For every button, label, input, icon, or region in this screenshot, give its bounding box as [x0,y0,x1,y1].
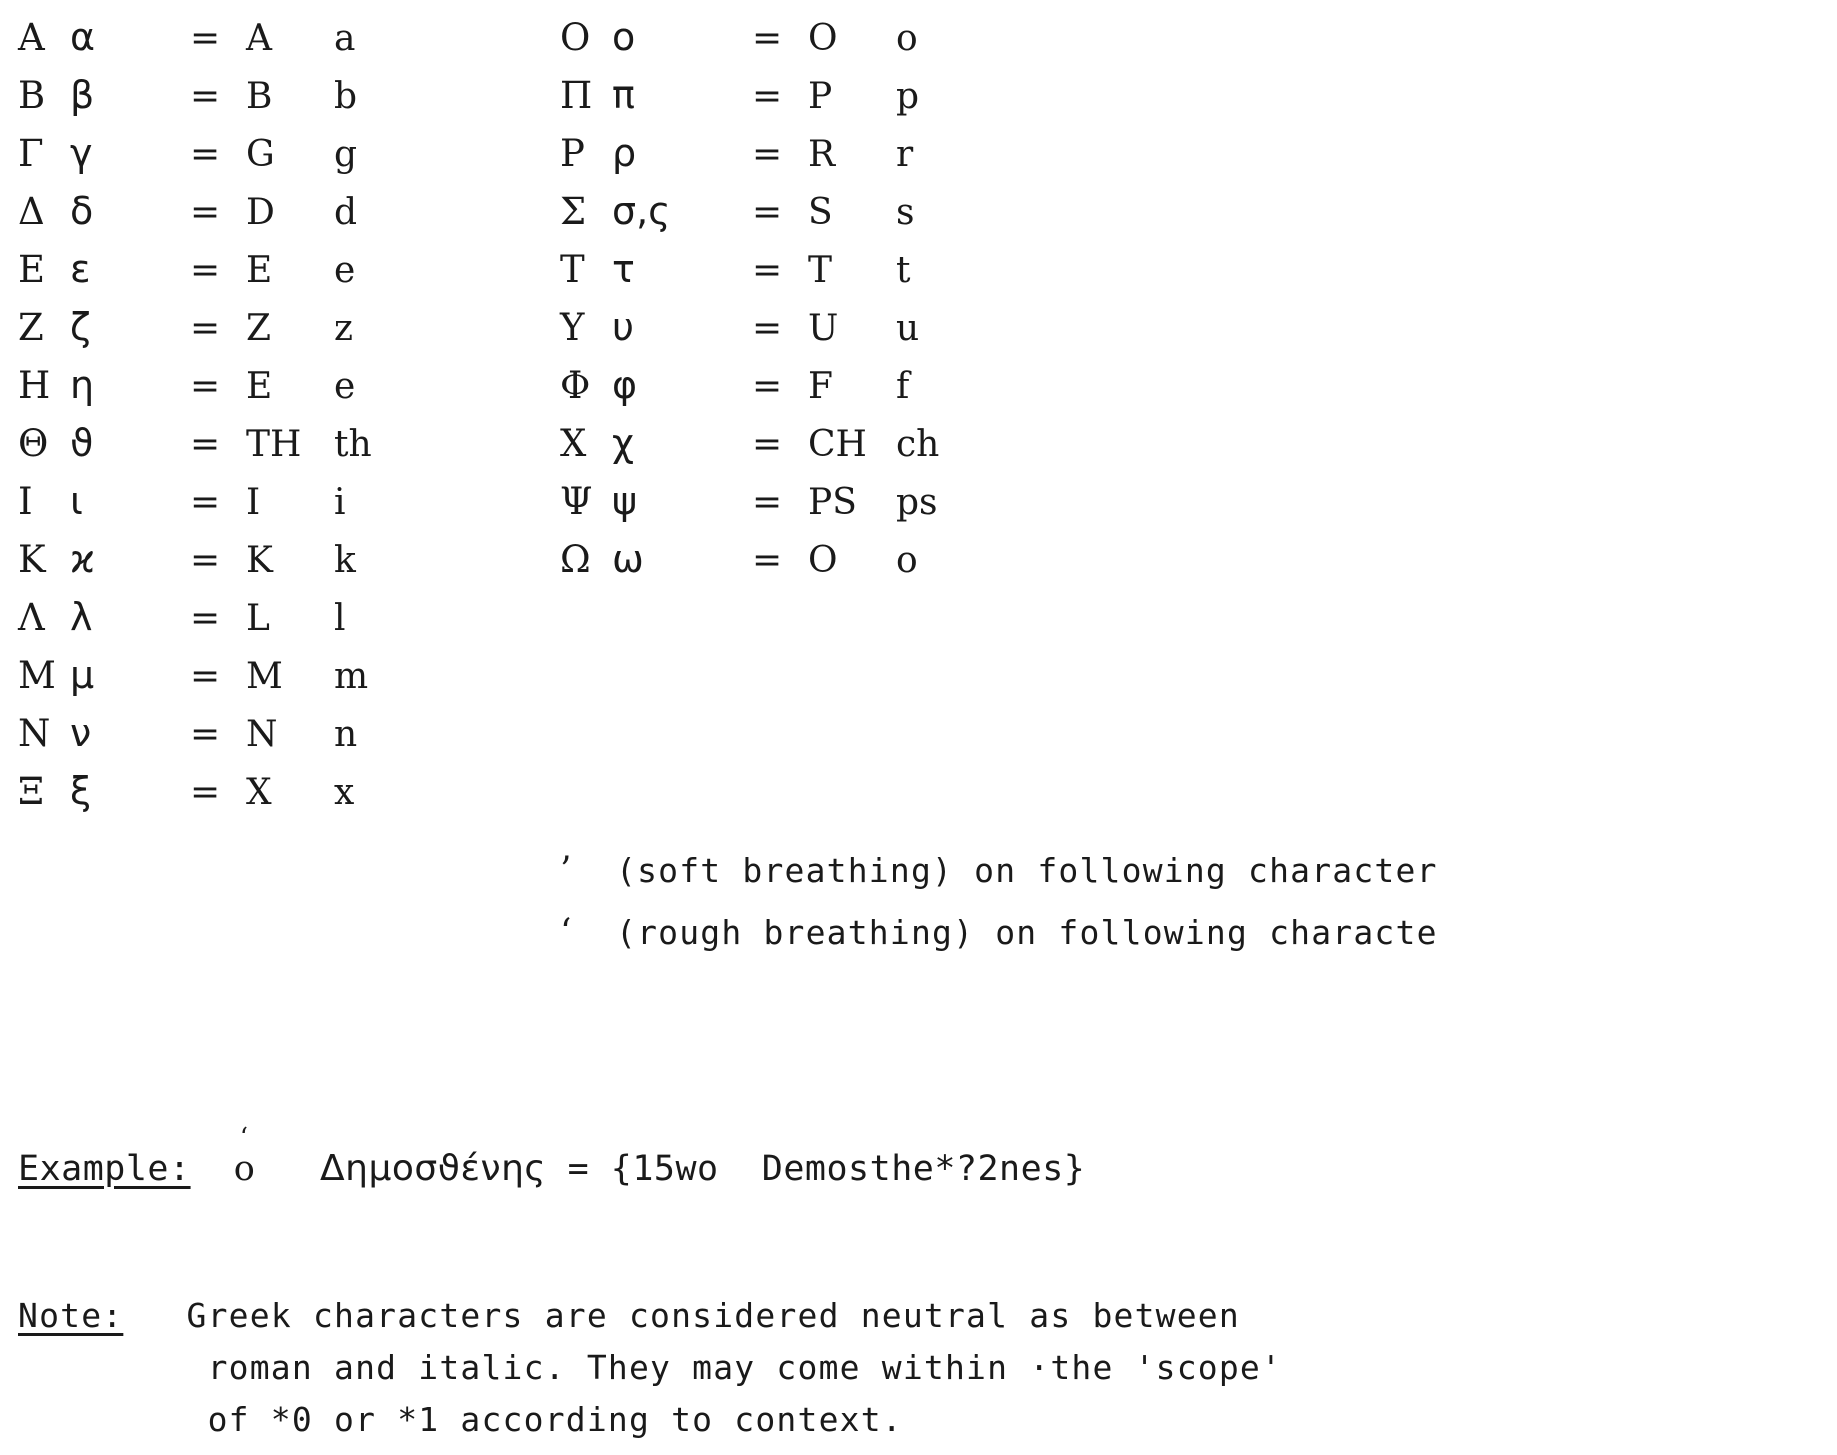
greek-lowercase: ν [70,711,92,755]
greek-lowercase: ϑ [70,421,94,465]
roman-capital: U [808,308,839,349]
roman-capital: CH [808,424,867,465]
roman-capital: D [246,192,275,233]
greek-lowercase: χ [612,421,634,465]
table-row [18,704,372,762]
table-row [560,182,939,240]
breathing-note-rough [560,902,1830,964]
note-label: Note: [18,1296,124,1335]
greek-capital: Ρ [560,132,585,175]
greek-lowercase: ο [612,15,636,59]
roman-lowercase: l [334,598,346,639]
table-row [560,472,939,530]
equals-sign: = [190,482,221,523]
table-row [18,66,372,124]
greek-lowercase: ω [612,537,644,581]
roman-lowercase: t [896,250,911,291]
soft-breathing-icon: ’ [560,850,573,891]
table-row [18,646,372,704]
note-first-line [18,1290,1818,1342]
greek-capital: Φ [560,364,591,407]
table-row [18,472,372,530]
note-indent-2 [18,1348,208,1387]
table-column-left [18,8,372,820]
table-row [560,530,939,588]
equals-sign: = [752,482,783,523]
table-row [18,762,372,820]
breathing-note-soft [560,840,1830,902]
roman-capital: O [808,540,838,581]
greek-capital: Ψ [560,480,593,523]
greek-capital: Α [18,16,45,59]
equals-sign: = [752,424,783,465]
equals-sign: = [190,540,221,581]
equals-sign: = [190,308,221,349]
roman-capital: L [246,598,270,639]
roman-capital: X [246,772,272,813]
example-equals: = [567,1149,590,1189]
roman-capital: R [808,134,836,175]
note-text-line-2: roman and italic. They may come within ·the 'scope' [207,1348,1283,1387]
roman-capital: Z [246,308,272,349]
table-row [560,8,939,66]
greek-capital: Η [18,364,51,407]
greek-capital: Λ [18,596,45,639]
greek-lowercase: φ [612,363,638,407]
greek-capital: Ε [18,248,46,291]
greek-capital: Μ [18,654,56,697]
rough-breathing-text: (rough breathing) on following characte [616,913,1438,952]
example-coded: {15wo Demosthe*?2nes} [610,1149,1086,1189]
greek-capital: Ι [18,480,33,523]
equals-sign: = [752,18,783,59]
table-row [18,8,372,66]
example-article [233,1123,256,1189]
roman-capital: S [808,192,833,233]
roman-lowercase: n [334,714,358,755]
table-row [560,298,939,356]
roman-capital: I [246,482,261,523]
roman-capital: M [246,656,283,697]
greek-capital: Κ [18,538,46,581]
greek-lowercase: μ [70,653,95,697]
roman-lowercase: a [334,18,356,59]
equals-sign: = [752,540,783,581]
table-row [18,588,372,646]
roman-lowercase: i [334,482,346,523]
greek-capital: Ζ [18,306,44,349]
equals-sign: = [190,598,221,639]
greek-capital: Τ [560,248,585,291]
table-row [18,414,372,472]
roman-lowercase: u [896,308,920,349]
greek-lowercase: ψ [612,479,638,523]
greek-lowercase: π [612,73,635,117]
greek-lowercase: ε [70,247,91,291]
roman-lowercase: ps [896,482,938,523]
table-row [18,124,372,182]
roman-capital: N [246,714,278,755]
roman-capital: P [808,76,833,117]
table-row [18,240,372,298]
roman-lowercase: d [334,192,358,233]
roman-capital: E [246,366,273,407]
greek-lowercase: ρ [612,131,637,175]
rough-breathing-icon: ‘ [560,912,573,953]
table-row [18,530,372,588]
example-article-letter: ο [233,1149,256,1189]
soft-breathing-text: (soft breathing) on following character [616,851,1438,890]
equals-sign: = [190,366,221,407]
greek-capital: Θ [18,422,49,465]
greek-capital: Ξ [18,770,45,813]
greek-capital: X [560,422,587,465]
note-block [18,1290,1818,1446]
roman-capital: A [246,18,272,59]
equals-sign: = [190,772,221,813]
equals-sign: = [190,18,221,59]
table-row [560,414,939,472]
roman-capital: G [246,134,275,175]
greek-lowercase: η [70,363,95,407]
equals-sign: = [190,192,221,233]
note-spacer [123,1296,186,1335]
table-row [560,66,939,124]
table-row [18,182,372,240]
example-label: Example: [18,1149,191,1189]
greek-capital: Ο [560,16,591,59]
roman-lowercase: ch [896,424,940,465]
greek-lowercase: β [70,73,95,117]
note-text-line-3: of *0 or *1 according to context. [207,1400,903,1439]
greek-capital: Π [560,74,593,117]
equals-sign: = [752,134,783,175]
roman-lowercase: f [896,366,910,407]
roman-capital: F [808,366,833,407]
greek-lowercase: λ [70,595,93,639]
greek-lowercase: ξ [70,769,92,813]
roman-lowercase: k [334,540,356,581]
roman-lowercase: x [334,772,355,813]
example-spacer-3 [546,1149,568,1189]
roman-lowercase: o [896,18,918,59]
note-text-line-1: Greek characters are considered neutral as between [186,1296,1240,1335]
example-spacer-4 [589,1149,611,1189]
greek-lowercase: α [70,15,96,59]
table-row [560,356,939,414]
roman-capital: PS [808,482,857,523]
equals-sign: = [190,76,221,117]
greek-lowercase: τ [612,247,635,291]
breathing-marks-notes [560,840,1830,964]
example-spacer-1 [191,1149,234,1189]
example-spacer-2 [255,1149,320,1189]
roman-capital: E [246,250,273,291]
greek-capital: Υ [560,306,585,349]
roman-lowercase: z [334,308,353,349]
greek-lowercase: ϰ [70,537,96,581]
rough-breathing-icon: ‘ [239,1123,249,1153]
note-second-line [18,1342,1818,1394]
roman-lowercase: s [896,192,915,233]
roman-lowercase: e [334,366,356,407]
equals-sign: = [752,308,783,349]
roman-capital: TH [246,424,302,465]
greek-lowercase: ι [70,479,83,523]
equals-sign: = [752,250,783,291]
table-row [18,356,372,414]
roman-lowercase: g [334,134,358,175]
roman-lowercase: m [334,656,369,697]
greek-capital: Β [18,74,46,117]
roman-lowercase: e [334,250,356,291]
roman-capital: T [808,250,833,291]
equals-sign: = [190,250,221,291]
example-line [18,1123,1086,1189]
equals-sign: = [190,424,221,465]
equals-sign: = [190,656,221,697]
roman-lowercase: th [334,424,372,465]
roman-lowercase: o [896,540,918,581]
equals-sign: = [752,76,783,117]
greek-capital: Ν [18,712,51,755]
greek-lowercase: σ,ς [612,189,671,233]
equals-sign: = [190,134,221,175]
roman-lowercase: b [334,76,358,117]
roman-capital: B [246,76,273,117]
example-greek-word: Δημοσϑένης [320,1148,547,1189]
table-column-right [560,8,939,588]
table-row [560,240,939,298]
equals-sign: = [190,714,221,755]
roman-lowercase: r [896,134,914,175]
roman-capital: O [808,18,838,59]
greek-lowercase: υ [612,305,634,349]
note-third-line [18,1394,1818,1446]
greek-capital: Σ [560,190,587,233]
greek-capital: Γ [18,132,44,175]
equals-sign: = [752,366,783,407]
roman-capital: K [246,540,273,581]
table-row [18,298,372,356]
roman-lowercase: p [896,76,920,117]
note-indent-3 [18,1400,208,1439]
greek-lowercase: ζ [70,305,91,349]
greek-lowercase: δ [70,189,94,233]
equals-sign: = [752,192,783,233]
greek-capital: Δ [18,190,45,233]
greek-lowercase: γ [70,131,93,175]
table-row [560,124,939,182]
greek-capital: Ω [560,538,591,581]
